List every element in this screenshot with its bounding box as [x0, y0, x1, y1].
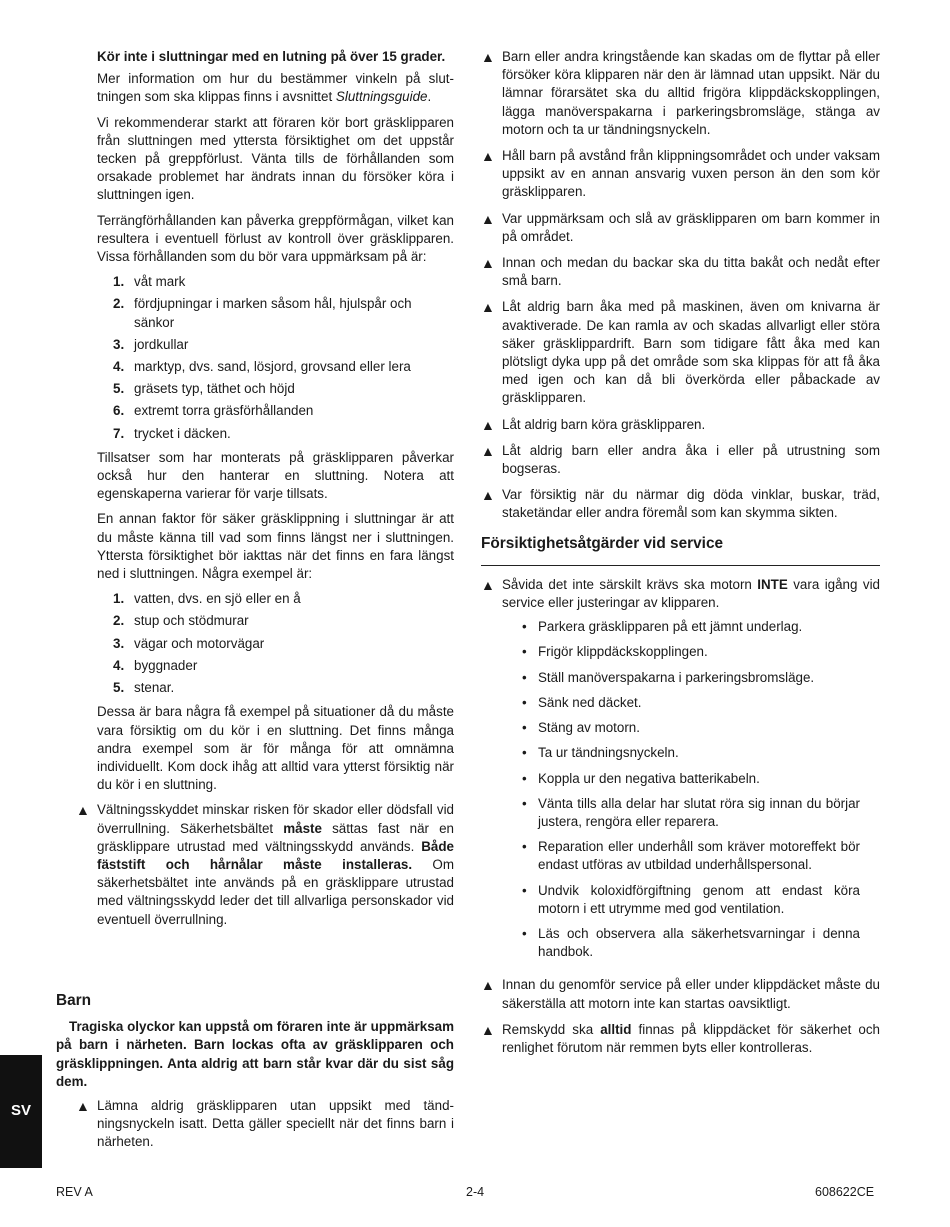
rollover-warning: ▲ Vältningsskyddet minskar risken för skador eller dödsfall vid överrullning. Säkerhetsbältet måste sättas fast när en gräsklippare utrustad med vältningsskydd används. Både fäststift och hårnålar måste installeras. Om säkerhetsbältet inte används på en gräsklippare utrustad med vältningsskydd leder det till allvarliga personskador vid eventuell överrullning. [97, 801, 454, 928]
list-text: vatten, dvs. en sjö eller en å [134, 591, 301, 607]
list-number: 3. [113, 336, 125, 352]
service-heading: Försiktighetsåtgärder vid service [481, 535, 880, 566]
service-step-item: • Reparation eller underhåll som kräver motoreffekt bör endast utföras av utbildad underhållspersonal. [522, 838, 880, 874]
service-step-item: • Frigör klippdäckskopplingen. [522, 643, 880, 661]
service-step-item: • Sänk ned däcket. [522, 694, 880, 712]
warning-triangle-icon: ▲ [481, 576, 495, 593]
slope-guide-ref: Sluttningsguide [335, 89, 428, 105]
list-item [113, 425, 454, 443]
bullet-icon: • [522, 694, 527, 710]
bullet-icon: • [522, 720, 527, 736]
traction-loss-paragraph: Vi rekommenderar starkt att föraren kör bort gräsklipparen från sluttningen med yttersta försiktighet om det uppstår tecken på greppförlust. Vänta tills de förhållanden som orsakade problemet har ändrats innan du försöker köra i sluttningen igen. [97, 114, 454, 203]
service-step-item: • Stäng av motorn. [522, 719, 880, 737]
child-warning-item: ▲ Låt aldrig barn åka med på maskinen, även om knivarna är avaktiverade. De kan ramla av och skadas allvarligt eller störa säker gräsklippardrift. Barn som tidigare fått åka med kan plötsligt dyka upp på det område som ska klippas för att få åka med igen och kan då bli överkörda eller påbackade av gräsklipparen. [502, 298, 880, 407]
service-step-item: • Vänta tills alla delar har slutat röra sig innan du börjar justera, rengöra eller reparera. [522, 795, 880, 831]
warning-triangle-icon: ▲ [481, 416, 495, 433]
hazard-examples-list [97, 590, 454, 697]
footer-revision: REV A [56, 1185, 93, 1199]
warning-triangle-icon: ▲ [481, 442, 495, 459]
bullet-icon: • [522, 795, 527, 811]
child-warning-item: ▲ Innan och medan du backar ska du titta bakåt och nedåt efter små barn. [502, 254, 880, 290]
slope-warning-bold: Kör inte i sluttningar med en lutning på över 15 grader. [97, 49, 446, 64]
list-item [113, 679, 454, 697]
list-number: 5. [113, 381, 125, 397]
examples-paragraph: Dessa är bara några få exempel på situationer då du måste vara försiktig om du kör i en sluttning. Det finns många andra exempel som är för många för att omnämna individuellt. Kom dock ihåg att alltid vara ytterst försiktig när du kör i en sluttning. [97, 704, 454, 793]
list-number: 4. [113, 657, 125, 673]
warning-triangle-icon: ▲ [76, 1098, 90, 1115]
bullet-icon: • [522, 619, 527, 635]
child-warnings [481, 48, 880, 523]
service-start-warning: ▲ Innan du genomför service på eller under klippdäcket måste du säkerställa att motorn inte kan startas oavsiktligt. [502, 976, 880, 1012]
child-warning-item: ▲ Var försiktig när du närmar dig döda vinklar, buskar, träd, staketändar eller andra föremål som kan skymma sikten. [502, 486, 880, 522]
list-number: 1. [113, 274, 125, 290]
list-item [113, 380, 454, 398]
list-number: 5. [113, 680, 125, 696]
list-item [113, 635, 454, 653]
service-step-item: • Koppla ur den negativa batterikabeln. [522, 770, 880, 788]
list-number: 2. [113, 613, 125, 629]
child-warning-item: ▲ Låt aldrig barn eller andra åka i eller på utrustning som bogseras. [502, 442, 880, 478]
service-step-item: • Parkera gräsklipparen på ett jämnt underlag. [522, 618, 880, 636]
list-text: trycket i däcken. [134, 425, 231, 441]
bullet-icon: • [522, 925, 527, 941]
bullet-icon: • [522, 669, 527, 685]
list-text: extremt torra gräsförhållanden [134, 403, 314, 419]
terrain-paragraph: Terrängförhållanden kan påverka greppförmågan, vilket kan resultera i eventuell förlust av kontroll över gräsklipparen. Vissa förhållanden som du bör vara uppmärksam på är: [97, 212, 454, 265]
list-number: 6. [113, 403, 125, 419]
list-item [113, 657, 454, 675]
bullet-icon: • [522, 745, 527, 761]
service-steps-list [522, 618, 880, 961]
barn-section [56, 992, 454, 1160]
list-number: 2. [113, 296, 125, 312]
slope-info-paragraph: Mer information om hur du bestämmer vinkeln på sluttningen som ska klippas finns i avsnittet Sluttningsguide. [97, 71, 454, 105]
barn-intro: Tragiska olyckor kan uppstå om föraren inte är uppmärksam på barn i närheten. Barn lockas ofta av gräsklipparen och gräsklippningen. Anta aldrig att barn står kvar där du sist såg dem. [56, 1019, 454, 1089]
footer-doc-number: 608622CE [815, 1185, 875, 1199]
list-text: byggnader [134, 657, 198, 673]
service-step-item: • Ta ur tändningsnyckeln. [522, 744, 880, 762]
list-item [113, 358, 454, 376]
list-text: jordkullar [134, 336, 189, 352]
warning-triangle-icon: ▲ [481, 210, 495, 227]
list-text: vägar och motorvägar [134, 635, 265, 651]
bullet-icon: • [522, 839, 527, 855]
list-text: stenar. [134, 680, 175, 696]
list-text: marktyp, dvs. sand, lösjord, grovsand eller lera [134, 359, 411, 375]
terrain-conditions-list [97, 273, 454, 443]
list-item [113, 295, 454, 331]
warning-triangle-icon: ▲ [481, 255, 495, 272]
service-engine-warning: ▲ Såvida det inte särskilt krävs ska motorn INTE vara igång vid service eller justeringar av klipparen. • Parkera gräsklipparen på ett jämnt underlag. • Frigör klippdäckskopplingen. • Ställ manöverspakarna i parkeringsbromsläge. • Sänk ned däcket. • Stäng av motorn. • Ta ur tändningsnyckeln. • Koppla ur den negativa batterikabeln. • Vänta tills alla delar har slutat röra sig innan du börjar justera, rengöra eller reparera. • Reparation eller underhåll som kräver motoreffekt bör endast utföras av utbildad underhållspersonal. • Undvik koloxidförgiftning genom att endast köra motorn i ett utrymme med god ventilation. • Läs och observera alla säkerhetsvarningar i denna handbok. [502, 576, 880, 968]
warning-triangle-icon: ▲ [481, 148, 495, 165]
list-number: 4. [113, 359, 125, 375]
attachments-paragraph: Tillsatser som har monterats på gräsklipparen påverkar också hur den hanterar en sluttning. Notera att egenskaperna varierar för varje tillsats. [97, 449, 454, 502]
list-text: fördjupningar i marken såsom hål, hjulspår och sänkor [134, 296, 412, 330]
warning-triangle-icon: ▲ [481, 1021, 495, 1038]
bullet-icon: • [522, 644, 527, 660]
child-warning-item: ▲ Låt aldrig barn köra gräsklipparen. [481, 416, 706, 433]
language-tab: SV [0, 1055, 42, 1168]
service-step-item: • Ställ manöverspakarna i parkeringsbromsläge. [522, 669, 880, 687]
list-item [113, 336, 454, 354]
list-item [113, 402, 454, 420]
footer-page-number: 2-4 [466, 1185, 485, 1199]
list-text: gräsets typ, täthet och höjd [134, 381, 295, 397]
list-number: 3. [113, 635, 125, 651]
service-step-item: • Undvik koloxidförgiftning genom att endast köra motorn i ett utrymme med god ventilation. [522, 882, 880, 918]
list-number: 1. [113, 591, 125, 607]
child-warning-item: ▲ Var uppmärksam och slå av gräsklipparen om barn kommer in på området. [502, 210, 880, 246]
warning-triangle-icon: ▲ [76, 802, 90, 819]
service-step-item: • Läs och observera alla säkerhetsvarningar i denna handbok. [522, 925, 880, 961]
list-item [113, 612, 454, 630]
bullet-icon: • [522, 882, 527, 898]
list-text: våt mark [134, 274, 186, 290]
list-item [113, 273, 454, 291]
belt-guard-warning: ▲ Remskydd ska alltid finnas på klippdäcket för säkerhet och renlighet förutom när remmen byts eller kontrolleras. [502, 1021, 880, 1057]
child-warning-item: ▲ Barn eller andra kringstående kan skadas om de flyttar på eller försöker köra klipparen när den är lämnad utan uppsikt. När du lämnar förarsätet ska du alltid frigöra klippdäckskopplingen, lägga manöverspakarna i parkeringsbromsläge, stänga av motorn och ta ur tändningsnyckeln. [502, 48, 880, 139]
left-column [76, 48, 454, 937]
list-item [113, 590, 454, 608]
list-number: 7. [113, 425, 125, 441]
child-warning-item: ▲ Håll barn på avstånd från klippningsområdet och under vaksam uppsikt av en annan ansvarig vuxen person än den som kör gräsklipparen. [502, 147, 880, 202]
barn-warning: ▲ Lämna aldrig gräsklipparen utan uppsikt med tändningsnyckeln isatt. Detta gäller speciellt när det finns barn i närheten. [97, 1097, 454, 1152]
hazard-paragraph: En annan faktor för säker gräsklippning i sluttningar är att du måste känna till vad som finns längst ner i sluttningen. Yttersta försiktighet bör iakttas när det finns en fara längst ned i sluttningen. Några exempel är: [97, 511, 454, 582]
right-column [481, 48, 880, 1065]
bullet-icon: • [522, 770, 527, 786]
warning-triangle-icon: ▲ [481, 487, 495, 504]
warning-triangle-icon: ▲ [481, 49, 495, 65]
warning-triangle-icon: ▲ [481, 299, 495, 316]
list-text: stup och stödmurar [134, 613, 249, 629]
barn-heading: Barn [56, 992, 92, 1009]
warning-triangle-icon: ▲ [481, 977, 495, 994]
